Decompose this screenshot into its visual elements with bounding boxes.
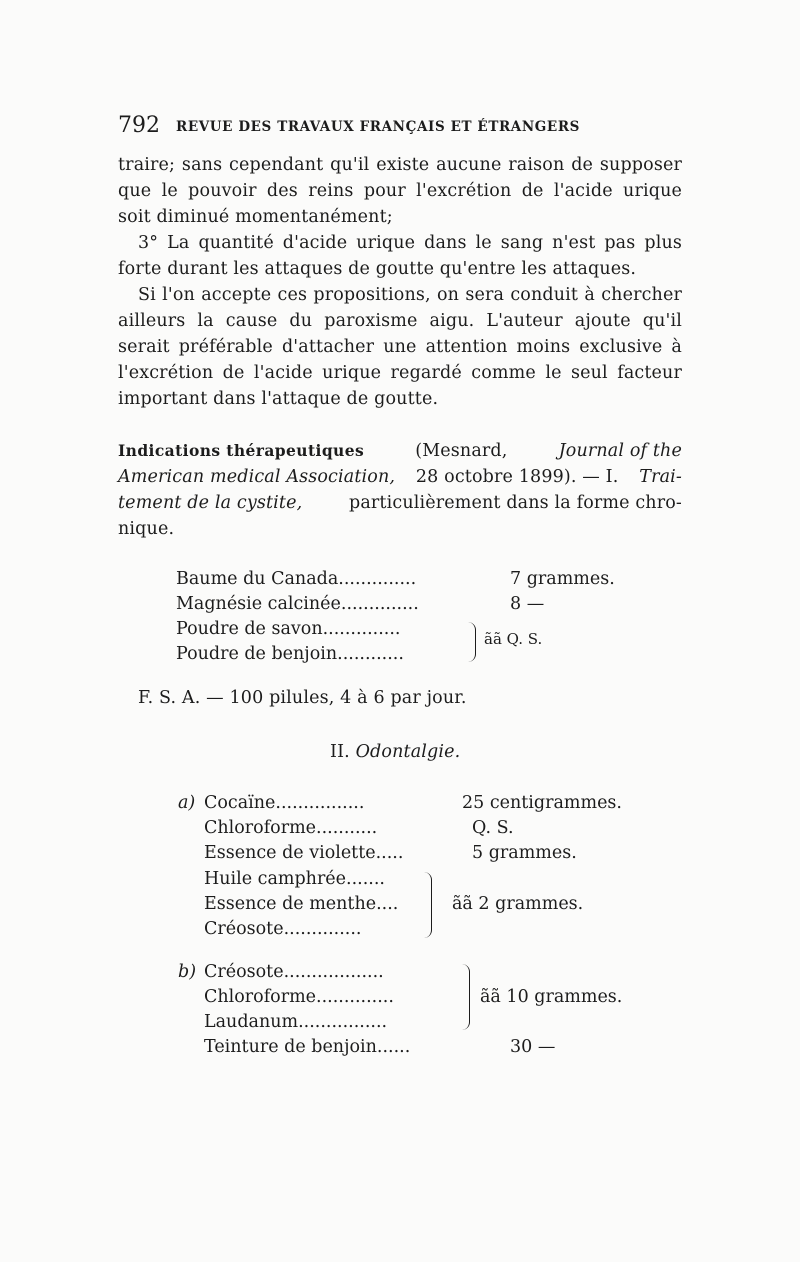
item-dose: 5 grammes. (472, 843, 577, 863)
section-heading (330, 742, 460, 762)
journal-title: Journal of the (558, 441, 682, 461)
recipe-item (204, 1037, 410, 1057)
section-title: Odontalgie. (355, 742, 461, 762)
item-dose: 8 — (510, 594, 545, 614)
leader-dots: .................. (283, 962, 384, 982)
item-name: Poudre de benjoin (176, 644, 338, 664)
text-line: que le pouvoir des reins pour l'excrétion de l'acide urique (118, 181, 682, 201)
citation-author: (Mesnard, (415, 441, 508, 461)
item-name: Magnésie calcinée (176, 594, 341, 614)
text-line: forte durant les attaques de goutte qu'entre les attaques. (118, 259, 637, 279)
recipe-item (204, 987, 394, 1007)
recipe-instructions: F. S. A. — 100 pilules, 4 à 6 par jour. (138, 688, 467, 708)
item-name: Huile camphrée (204, 869, 347, 889)
text-line: 3° La quantité d'acide urique dans le sang n'est pas plus (138, 233, 682, 253)
recipe-item (204, 962, 384, 982)
item-name: Baume du Canada (176, 569, 339, 589)
text-line: soit diminué momentanément; (118, 207, 393, 227)
text-line: ailleurs la cause du paroxisme aigu. L'auteur ajoute qu'il (118, 311, 682, 331)
item-name: Chloroforme (204, 987, 317, 1007)
grouping-brace (424, 872, 432, 938)
item-name: Laudanum (204, 1012, 299, 1032)
item-dose: 25 centigrammes. (462, 793, 622, 813)
section-numeral: II. (330, 742, 350, 762)
leader-dots: ............ (337, 644, 404, 664)
recipe-item (204, 843, 403, 863)
recipe-item (204, 894, 398, 914)
recipe-item (204, 919, 361, 939)
item-name: Chloroforme (204, 818, 317, 838)
leader-dots: .............. (316, 987, 394, 1007)
text-line: serait préférable d'attacher une attention moins exclusive à (118, 337, 682, 357)
grouping-brace (468, 622, 476, 662)
recipe-item (176, 644, 404, 664)
leader-dots: .............. (338, 569, 417, 589)
item-name: Essence de violette (204, 843, 376, 863)
text-fragment: particulièrement dans la forme chro- (348, 493, 682, 513)
leader-dots: ...... (376, 1037, 411, 1057)
leader-dots: ........... (316, 818, 378, 838)
recipe-item (176, 619, 400, 639)
article-heading: Indications thérapeutiques (118, 441, 365, 460)
item-name: Teinture de benjoin (204, 1037, 377, 1057)
section-title: Trai- (639, 467, 682, 487)
leader-dots: ................ (298, 1012, 388, 1032)
item-name: Poudre de savon (176, 619, 323, 639)
text-line: l'excrétion de l'acide urique regardé comme le seul facteur (118, 363, 682, 383)
group-dose: ãã 2 grammes. (452, 894, 584, 914)
section-title: tement de la cystite, (118, 493, 303, 513)
recipe-item (176, 569, 416, 589)
leader-dots: ..... (375, 843, 404, 863)
article-line (118, 467, 682, 487)
leader-dots: .... (376, 894, 399, 914)
recipe-label: b) (178, 962, 197, 982)
item-name: Cocaïne (204, 793, 276, 813)
item-dose: 7 grammes. (510, 569, 615, 589)
recipe-item (204, 869, 385, 889)
group-dose: ãã 10 grammes. (480, 987, 623, 1007)
text-line: traire; sans cependant qu'il existe aucune raison de supposer (118, 155, 682, 175)
item-dose: Q. S. (472, 818, 514, 838)
article-heading-line (118, 441, 682, 461)
leader-dots: .............. (322, 619, 401, 639)
page-number: 792 (118, 113, 160, 138)
leader-dots: .............. (283, 919, 362, 939)
article-line (118, 493, 682, 513)
citation-date: 28 octobre 1899). — I. (415, 467, 619, 487)
leader-dots: .............. (340, 594, 419, 614)
group-dose: ãã Q. S. (484, 630, 543, 648)
text-line: nique. (118, 519, 175, 539)
recipe-item (176, 594, 419, 614)
item-name: Créosote (204, 919, 284, 939)
recipe-item (204, 1012, 387, 1032)
recipe-label: a) (178, 793, 196, 813)
grouping-brace (462, 964, 470, 1030)
text-line: Si l'on accepte ces propositions, on sera conduit à chercher (138, 285, 682, 305)
journal-title: American medical Association, (118, 467, 396, 487)
leader-dots: ....... (346, 869, 385, 889)
item-name: Essence de menthe (204, 894, 377, 914)
running-title: REVUE DES TRAVAUX FRANÇAIS ET ÉTRANGERS (176, 119, 580, 135)
recipe-item (204, 818, 377, 838)
item-dose: 30 — (510, 1037, 556, 1057)
leader-dots: ................ (275, 793, 365, 813)
recipe-item (204, 793, 364, 813)
text-line: important dans l'attaque de goutte. (118, 389, 439, 409)
item-name: Créosote (204, 962, 284, 982)
